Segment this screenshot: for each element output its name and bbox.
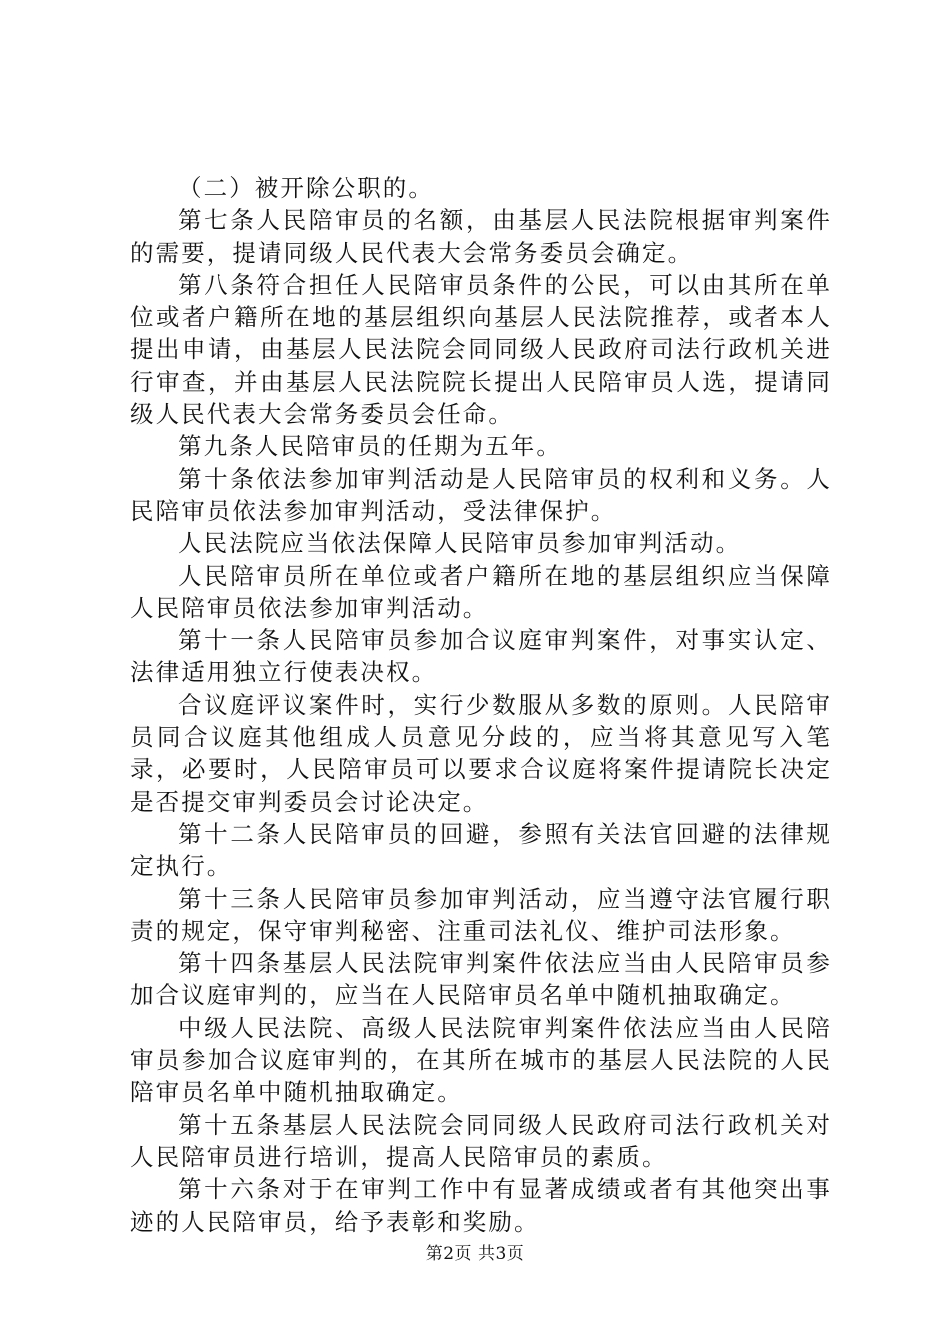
paragraph-7: 人民陪审员所在单位或者户籍所在地的基层组织应当保障人民陪审员依法参加审判活动。 [130, 561, 832, 622]
paragraph-14: 第十五条基层人民法院会同同级人民政府司法行政机关对人民陪审员进行培训，提高人民陪审员的素质。 [130, 1110, 832, 1171]
paragraph-15: 第十六条对于在审判工作中有显著成绩或者有其他突出事迹的人民陪审员，给予表彰和奖励。 [130, 1175, 832, 1236]
paragraph-1: （二）被开除公职的。 [178, 174, 434, 202]
paragraph-10: 第十二条人民陪审员的回避，参照有关法官回避的法律规定执行。 [130, 819, 832, 881]
page-footer: 第2页 共3页 [425, 1244, 525, 1264]
paragraph-8: 第十一条人民陪审员参加合议庭审判案件，对事实认定、法律适用独立行使表决权。 [130, 626, 832, 687]
paragraph-6: 人民法院应当依法保障人民陪审员参加审判活动。 [178, 529, 742, 558]
paragraph-11: 第十三条人民陪审员参加审判活动，应当遵守法官履行职责的规定，保守审判秘密、注重司法礼仪、维护司法形象。 [130, 884, 832, 945]
paragraph-5: 第十条依法参加审判活动是人民陪审员的权利和义务。人民陪审员依法参加审判活动，受法律保护。 [130, 464, 832, 525]
paragraph-4: 第九条人民陪审员的任期为五年。 [178, 432, 562, 461]
paragraph-12: 第十四条基层人民法院审判案件依法应当由人民陪审员参加合议庭审判的，应当在人民陪审员名单中随机抽取确定。 [130, 949, 832, 1010]
document-body [130, 172, 832, 1238]
paragraph-9: 合议庭评议案件时，实行少数服从多数的原则。人民陪审员同合议庭其他组成人员意见分歧的，应当将其意见写入笔录，必要时，人民陪审员可以要求合议庭将案件提请院长决定是否提交审判委员会讨论决定。 [130, 690, 832, 816]
paragraph-2: 第七条人民陪审员的名额，由基层人民法院根据审判案件的需要，提请同级人民代表大会常务委员会确定。 [130, 206, 832, 267]
paragraph-13: 中级人民法院、高级人民法院审判案件依法应当由人民陪审员参加合议庭审判的，在其所在城市的基层人民法院的人民陪审员名单中随机抽取确定。 [130, 1013, 832, 1107]
paragraph-3: 第八条符合担任人民陪审员条件的公民，可以由其所在单位或者户籍所在地的基层组织向基层人民法院推荐，或者本人提出申请，由基层人民法院会同同级人民政府司法行政机关进行审查，并由基层人民法院院长提出人民陪审员人选，提请同级人民代表大会常务委员会任命。 [130, 270, 832, 429]
